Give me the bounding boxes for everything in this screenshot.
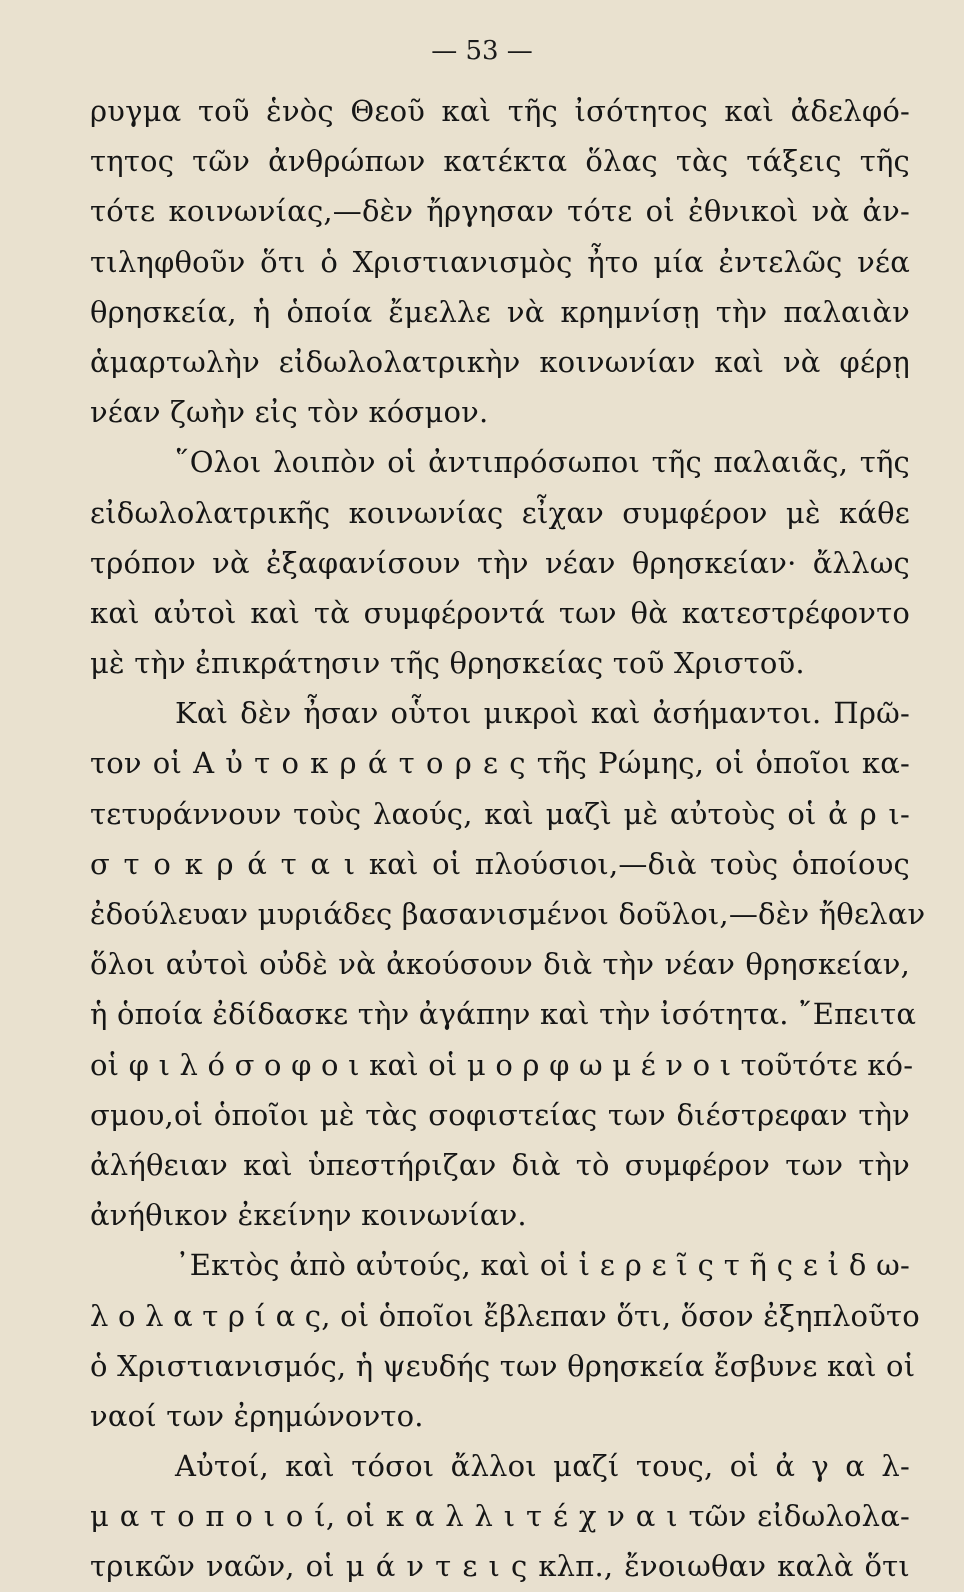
text-line: μ α τ ο π ο ι ο ί, οἱ κ α λ λ ι τ έ χ ν α ι τῶν εἰδωλολα-: [90, 1499, 910, 1534]
text-line: νέαν ζωὴν εἰς τὸν κόσμον.: [90, 395, 489, 430]
page-number: — 53 —: [431, 36, 533, 66]
text-line: ἀνήθικον ἐκείνην κοινωνίαν.: [90, 1198, 527, 1233]
text-line: τητος τῶν ἀνθρώπων κατέκτα ὅλας τὰς τάξεις τῆς: [90, 144, 910, 179]
text-line: τον οἱ Α ὐ τ ο κ ρ ά τ ο ρ ε ς τῆς Ρώμης, οἱ ὁποῖοι κα-: [90, 746, 910, 781]
text-line: τετυράννουν τοὺς λαούς, καὶ μαζὶ μὲ αὐτοὺς οἱ ἀ ρ ι-: [90, 796, 910, 831]
text-line: ἁμαρτωλὴν εἰδωλολατρικὴν κοινωνίαν καὶ νὰ φέρῃ: [90, 344, 910, 379]
text-line: τρικῶν ναῶν, οἱ μ ά ν τ ε ι ς κλπ., ἔνοιωθαν καλὰ ὅτι: [90, 1549, 910, 1584]
text-line: καὶ αὐτοὶ καὶ τὰ συμφέροντά των θὰ κατεστρέφοντο: [90, 595, 910, 630]
text-line: ἀλήθειαν καὶ ὑπεστήριζαν διὰ τὸ συμφέρον των τὴν: [90, 1147, 910, 1182]
text-line: ναοί των ἐρημώνοντο.: [90, 1398, 424, 1433]
text-line: ἐδούλευαν μυριάδες βασανισμένοι δοῦλοι,—δὲν ἤθελαν: [90, 897, 926, 931]
text-line: λ ο λ α τ ρ ί α ς, οἱ ὁποῖοι ἔβλεπαν ὅτι, ὅσον ἐξηπλοῦτο: [90, 1298, 920, 1333]
text-line: Αὐτοί, καὶ τόσοι ἄλλοι μαζί τους, οἱ ἀ γ α λ-: [175, 1449, 910, 1484]
body-text: [90, 86, 926, 1592]
text-line: ὅλοι αὐτοὶ οὐδὲ νὰ ἀκούσουν διὰ τὴν νέαν θρησκείαν,: [90, 947, 910, 982]
text-line: τιληφθοῦν ὅτι ὁ Χριστιανισμὸς ἦτο μία ἐντελῶς νέα: [90, 244, 910, 279]
text-line: ὁ Χριστιανισμός, ἡ ψευδής των θρησκεία ἔσβυνε καὶ οἱ: [90, 1348, 916, 1383]
text-line: Καὶ δὲν ἦσαν οὗτοι μικροὶ καὶ ἀσήμαντοι. Πρῶ-: [175, 696, 910, 731]
text-line: εἰδωλολατρικῆς κοινωνίας εἶχαν συμφέρον μὲ κάθε: [90, 495, 910, 530]
text-line: θρησκεία, ἡ ὁποία ἔμελλε νὰ κρημνίσῃ τὴν παλαιὰν: [90, 294, 910, 329]
text-line: ῞Ολοι λοιπὸν οἱ ἀντιπρόσωποι τῆς παλαιᾶς, τῆς: [175, 445, 910, 480]
text-line: σ τ ο κ ρ ά τ α ι καὶ οἱ πλούσιοι,—διὰ τοὺς ὁποίους: [90, 846, 910, 881]
text-line: ρυγμα τοῦ ἑνὸς Θεοῦ καὶ τῆς ἰσότητος καὶ ἀδελφό-: [90, 94, 910, 128]
text-line: τρόπον νὰ ἐξαφανίσουν τὴν νέαν θρησκείαν· ἄλλως: [90, 545, 910, 580]
text-line: μὲ τὴν ἐπικράτησιν τῆς θρησκείας τοῦ Χριστοῦ.: [90, 646, 805, 681]
text-line: τότε κοινωνίας,—δὲν ἤργησαν τότε οἱ ἐθνικοὶ νὰ ἀν-: [90, 194, 910, 229]
text-line: σμου,οἱ ὁποῖοι μὲ τὰς σοφιστείας των διέστρεφαν τὴν: [90, 1097, 910, 1132]
text-line: ᾿Εκτὸς ἀπὸ αὐτούς, καὶ οἱ ἱ ε ρ ε ῖ ς τ ῆ ς ε ἰ δ ω-: [175, 1248, 910, 1283]
text-line: ἡ ὁποία ἐδίδασκε τὴν ἀγάπην καὶ τὴν ἰσότητα. ῎Επειτα: [90, 997, 917, 1032]
text-line: οἱ φ ι λ ό σ ο φ ο ι καὶ οἱ μ ο ρ φ ω μ έ ν ο ι τοῦτότε κό-: [90, 1047, 914, 1082]
